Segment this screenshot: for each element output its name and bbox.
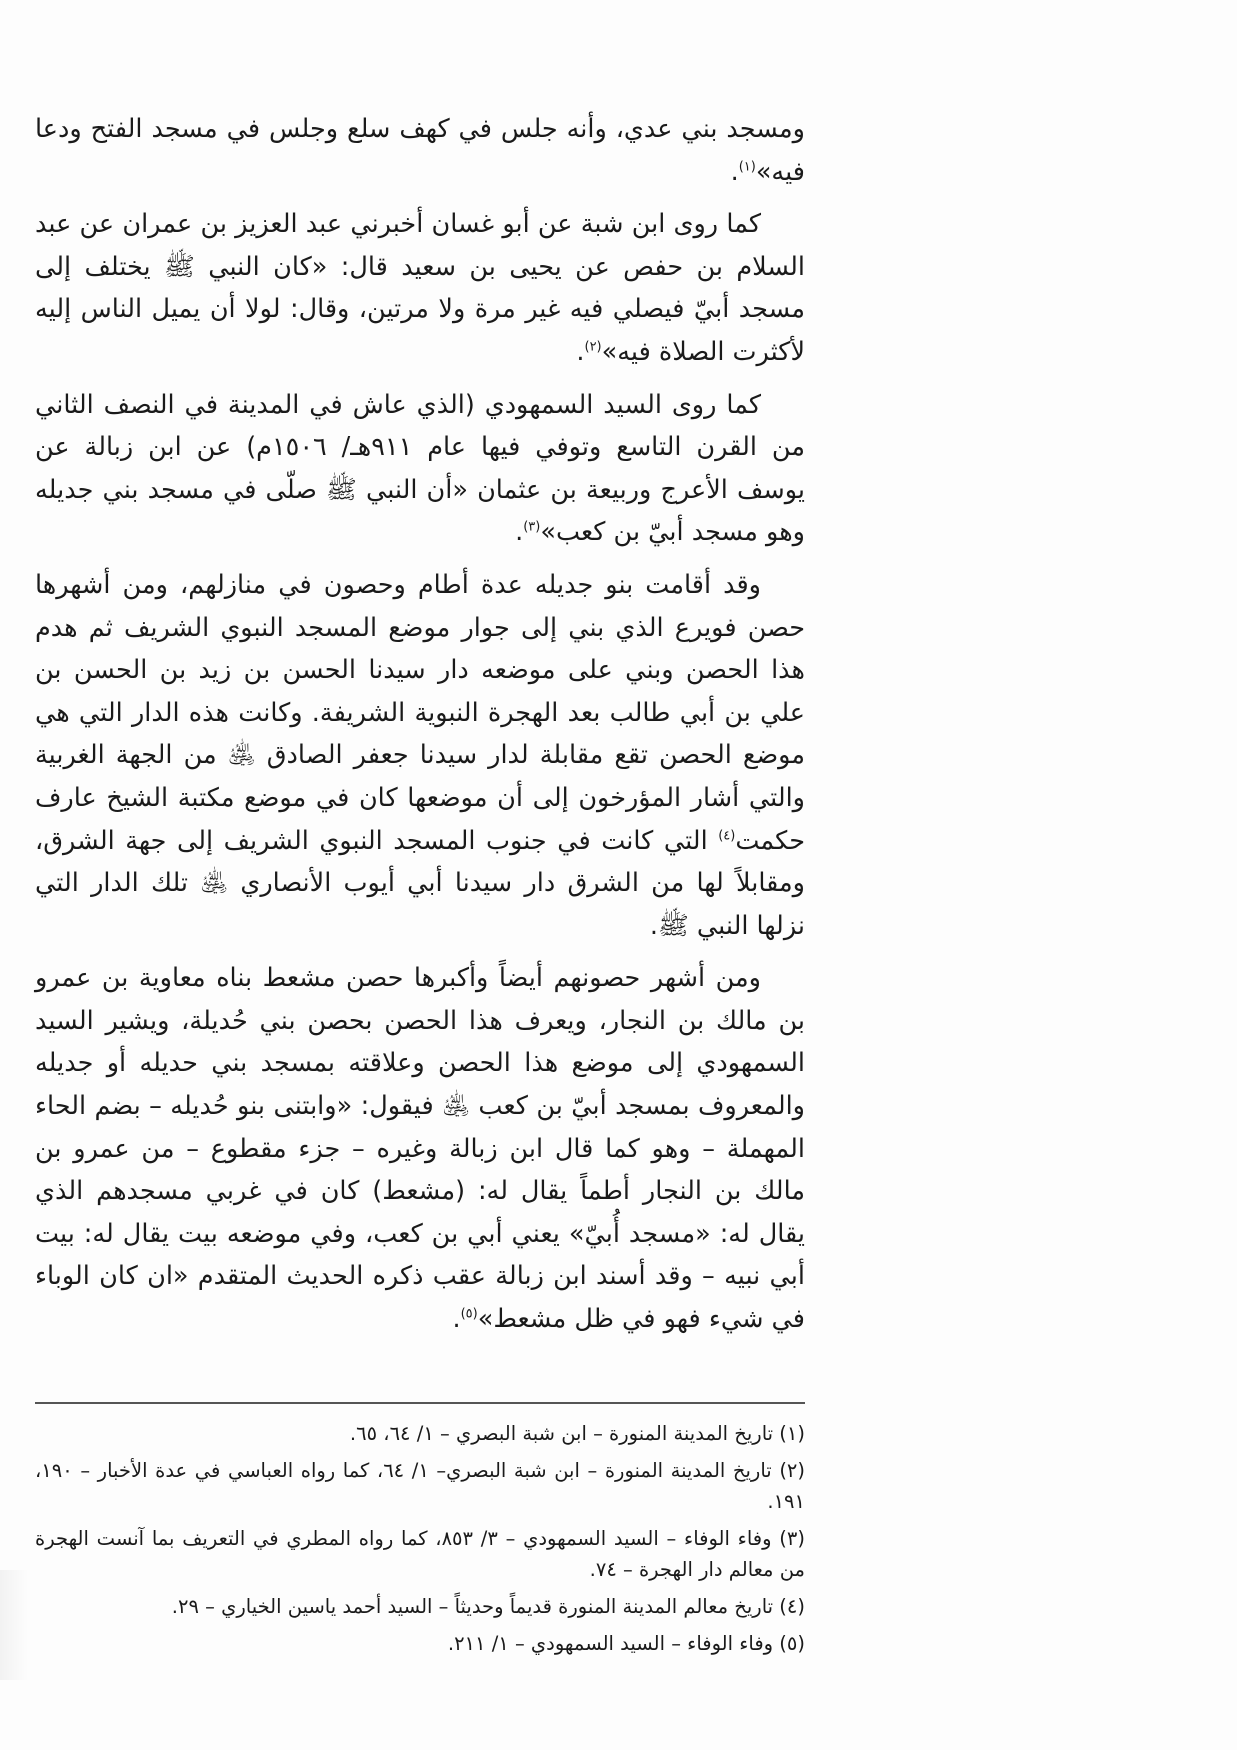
paragraph-text: كما روى ابن شبة عن أبو غسان أخبرني عبد العزيز بن عمران عن عبد السلام بن حفص عن يحيى بن سعيد قال: «كان النبي ﷺ يختلف إلى مسجد أبيّ فيصلي فيه غير مرة ولا مرتين، وقال: لولا أن يميل الناس إليه لأكثرت الصلاة فيه»: [35, 209, 805, 367]
paragraph-tail: .: [452, 1304, 461, 1335]
paragraph-text-continued: التي كانت في جنوب المسجد النبوي الشريف إلى جهة الشرق، ومقابلاً لها من الشرق دار سيدنا أبي أيوب الأنصاري ﵁ تلك الدار التي نزلها النبي ﷺ.: [35, 825, 805, 941]
footnote-1: [35, 1418, 805, 1449]
paragraph-text: كما روى السيد السمهودي (الذي عاش في المدينة في النصف الثاني من القرن التاسع وتوفي فيها عام ٩١١هـ/ ١٥٠٦م) عن ابن زبالة عن يوسف الأعرج وربيعة بن عثمان «أن النبي ﷺ صلّى في مسجد بني جديله وهو مسجد أبيّ بن كعب»: [35, 389, 805, 548]
main-body-text: [35, 108, 805, 1351]
paragraph-text: ومن أشهر حصونهم أيضاً وأكبرها حصن مشعط بناه معاوية بن عمرو بن مالك بن النجار، ويعرف هذا الحصن بحصن بني حُديلة، ويشير السيد السمهودي إلى موضع هذا الحصن وعلاقته بمسجد بني حديله أو جديله والمعروف بمسجد أبيّ بن كعب ﵁ فيقول: «وابتنى بنو حُديله – بضم الحاء المهملة – وهو كما قال ابن زبالة وغيره – جزء مقطوع – من عمرو بن مالك بن النجار أطماً يقال له: (مشعط) كان في غربي مسجدهم الذي يقال له: «مسجد أُبيّ» يعني أبي بن كعب، وفي موضعه بيت يقال له: بيت أبي نبيه – وقد أسند ابن زبالة عقب ذكره الحديث المتقدم «ان كان الوباء في شيء فهو في ظل مشعط»: [35, 963, 805, 1335]
footnote-text: تاريخ المدينة المنورة – ابن شبة البصري – ١/ ٦٤، ٦٥.: [349, 1422, 774, 1445]
paragraph-text: وقد أقامت بنو جديله عدة أطام وحصون في منازلهم، ومن أشهرها حصن فويرع الذي بني إلى جوار موضع المسجد النبوي الشريف ثم هدم هذا الحصن وبني على موضعه دار سيدنا الحسن بن زيد بن الحسن بن علي بن أبي طالب بعد الهجرة النبوية الشريفة. وكانت هذه الدار التي هي موضع الحصن تقع مقابلة لدار سيدنا جعفر الصادق ﵁ من الجهة الغربية والتي أشار المؤرخون إلى أن موضعها كان في موضع مكتبة الشيخ عارف حكمت: [35, 569, 805, 856]
footnote-ref-5[interactable]: (٥): [460, 1306, 478, 1322]
footnote-number: (٥): [779, 1632, 805, 1655]
paragraph-3: [35, 564, 805, 947]
footnote-ref-2[interactable]: (٢): [584, 339, 602, 355]
footnote-number: (٢): [779, 1459, 806, 1482]
paragraph-1: [35, 203, 805, 373]
footnote-4: [35, 1591, 805, 1622]
footnote-text: وفاء الوفاء – السيد السمهودي – ٣/ ٨٥٣، كما رواه المطري في التعريف بما آنست الهجرة من معالم دار الهجرة – ٧٤.: [35, 1527, 805, 1581]
footnote-text: وفاء الوفاء – السيد السمهودي – ١/ ٢١١.: [447, 1632, 774, 1655]
footnote-ref-4[interactable]: (٤): [718, 828, 736, 843]
paragraph-tail: .: [515, 517, 524, 548]
footnote-number: (٣): [779, 1527, 805, 1550]
footnote-number: (١): [779, 1422, 805, 1445]
footnotes-section: [35, 1418, 805, 1665]
paragraph-4: [35, 957, 805, 1340]
paragraph-tail: .: [576, 336, 585, 367]
footnote-ref-1[interactable]: (١): [738, 159, 756, 175]
footnote-separator: [35, 1402, 805, 1404]
footnote-3: [35, 1523, 805, 1585]
footnote-5: [35, 1628, 805, 1659]
paragraph-0: [35, 108, 805, 193]
footnote-ref-3[interactable]: (٣): [523, 519, 541, 535]
footnote-number: (٤): [779, 1595, 805, 1618]
paragraph-text: ومسجد بني عدي، وأنه جلس في كهف سلع وجلس في مسجد الفتح ودعا فيه»: [35, 114, 805, 187]
footnote-text: تاريخ المدينة المنورة – ابن شبة البصري– ١/ ٦٤، كما رواه العباسي في عدة الأخبار – ١٩٠، ١٩١.: [35, 1459, 805, 1513]
footnote-text: تاريخ معالم المدينة المنورة قديماً وحديثاً – السيد أحمد ياسين الخياري – ٢٩.: [171, 1595, 774, 1618]
scan-edge-shadow: [0, 1570, 28, 1680]
footnote-2: [35, 1455, 805, 1517]
paragraph-2: [35, 384, 805, 554]
paragraph-tail: .: [730, 156, 739, 187]
